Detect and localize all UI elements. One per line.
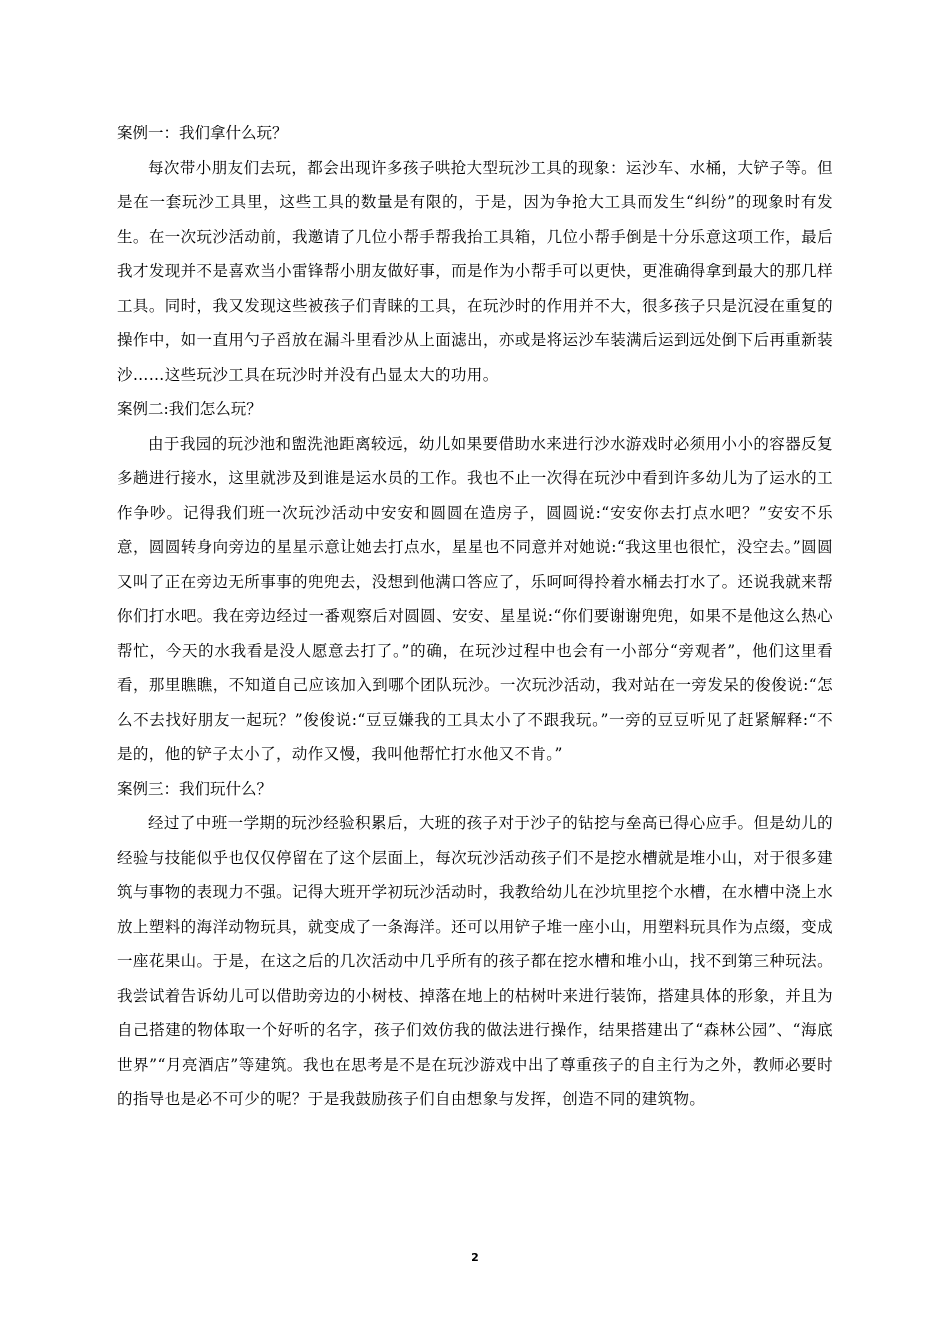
- case-two-section: [117, 392, 833, 772]
- case-three-section: [117, 772, 833, 1117]
- document-body: [117, 116, 833, 1117]
- case-one-heading: 案例一：我们拿什么玩？: [117, 124, 288, 142]
- case-one-section: [117, 116, 833, 392]
- page-number: 2: [471, 1251, 479, 1264]
- case-one-paragraph: 每次带小朋友们去玩，都会出现许多孩子哄抢大型玩沙工具的现象：运沙车、水桶，大铲子等。但是在一套玩沙工具里，这些工具的数量是有限的，于是，因为争抢大工具而发生“纠纷”的现象时有发生。在一次玩沙活动前，我邀请了几位小帮手帮我抬工具箱，几位小帮手倒是十分乐意这项工作，最后我才发现并不是喜欢当小雷锋帮小朋友做好事，而是作为小帮手可以更快，更准确得拿到最大的那几样工具。同时，我又发现这些被孩子们青睐的工具，在玩沙时的作用并不大，很多孩子只是沉浸在重复的操作中，如一直用勺子舀放在漏斗里看沙从上面滤出，亦或是将运沙车装满后运到远处倒下后再重新装沙……这些玩沙工具在玩沙时并没有凸显太大的功用。: [117, 158, 833, 384]
- case-two-paragraph: 由于我园的玩沙池和盥洗池距离较远，幼儿如果要借助水来进行沙水游戏时必须用小小的容器反复多趟进行接水，这里就涉及到谁是运水员的工作。我也不止一次得在玩沙中看到许多幼儿为了运水的工作争吵。记得我们班一次玩沙活动中安安和圆圆在造房子，圆圆说:“安安你去打点水吧？”安安不乐意，圆圆转身向旁边的星星示意让她去打点水，星星也不同意并对她说:“我这里也很忙，没空去。”圆圆又叫了正在旁边无所事事的兜兜去，没想到他满口答应了，乐呵呵得拎着水桶去打水了。还说我就来帮你们打水吧。我在旁边经过一番观察后对圆圆、安安、星星说:“你们要谢谢兜兜，如果不是他这么热心帮忙，今天的水我看是没人愿意去打了。”的确，在玩沙过程中也会有一小部分“旁观者”，他们这里看看，那里瞧瞧，不知道自己应该加入到哪个团队玩沙。一次玩沙活动，我对站在一旁发呆的俊俊说:“怎么不去找好朋友一起玩？”俊俊说:“豆豆嫌我的工具太小了不跟我玩。”一旁的豆豆听见了赶紧解释:“不是的，他的铲子太小了，动作又慢，我叫他帮忙打水他又不肯。”: [117, 434, 833, 763]
- case-three-heading: 案例三：我们玩什么？: [117, 779, 273, 798]
- case-two-heading: 案例二:我们怎么玩？: [117, 400, 262, 418]
- case-three-paragraph: 经过了中班一学期的玩沙经验积累后，大班的孩子对于沙子的钻挖与垒高已得心应手。但是幼儿的经验与技能似乎也仅仅停留在了这个层面上，每次玩沙活动孩子们不是挖水槽就是堆小山，对于很多建筑与事物的表现力不强。记得大班开学初玩沙活动时，我教给幼儿在沙坑里挖个水槽，在水槽中浇上水放上塑料的海洋动物玩具，就变成了一条海洋。还可以用铲子堆一座小山，用塑料玩具作为点缀，变成一座花果山。于是，在这之后的几次活动中几乎所有的孩子都在挖水槽和堆小山，找不到第三种玩法。我尝试着告诉幼儿可以借助旁边的小树枝、掉落在地上的枯树叶来进行装饰，搭建具体的形象，并且为自己搭建的物体取一个好听的名字，孩子们效仿我的做法进行操作，结果搭建出了“森林公园”、“海底世界”“月亮酒店”等建筑。我也在思考是不是在玩沙游戏中出了尊重孩子的自主行为之外，教师必要时的指导也是必不可少的呢？于是我鼓励孩子们自由想象与发挥，创造不同的建筑物。: [117, 814, 833, 1108]
